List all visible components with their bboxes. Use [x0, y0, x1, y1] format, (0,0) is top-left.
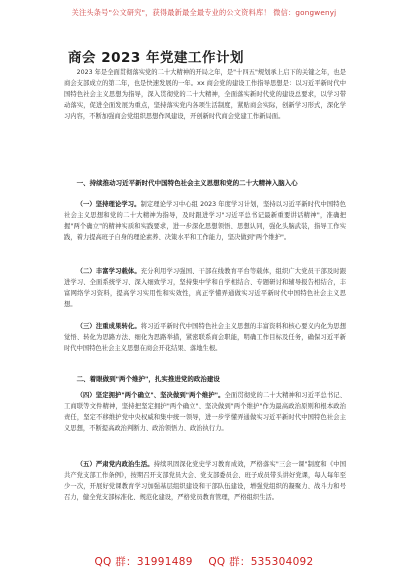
item-3-lead: （三）注重成果转化。 — [76, 323, 141, 330]
section-1-heading: 一、持续推动习近平新时代中国特色社会主义思想和党的二十大精神入脑入心 — [76, 179, 298, 187]
item-3-paragraph — [64, 322, 346, 355]
item-1-text: 制定理论学习中心组 2023 年度学习计划，坚持以习近平新时代中国特色社会主义思想和党的二十大精神为指导，及时跟进学习"习近平总书记最新重要讲话精神"，准确把握"两个确立"的精神实质和实践要求，进一步深化思想领悟、思想认同，强化头脑武装，指导工作实践，着力提高班子自身的理论素养、决策水平和工作能力，坚决做到"两个维护"。 — [64, 201, 347, 241]
item-4-paragraph — [64, 391, 346, 435]
promo-banner: 关注头条号"公文研究"，获得最新最全最专业的公文资料库！ 微信：gongwenyj — [71, 8, 337, 17]
page-title: 商会 2023 年党建工作计划 — [68, 50, 244, 66]
footer-qq-2: QQ 群：535304092 — [208, 556, 314, 568]
item-1-paragraph — [64, 200, 346, 244]
intro-paragraph: 2023 年是全面贯彻落实党的二十大精神的开局之年，是"十四五"规划承上启下的关键之年，也是商会支部成立的第二年，也是快速发展的一年。xx 商会党的建设工作指导思想是：以习近平新时代中国特色社会主义思想为指导，深入贯彻党的二十大精神，全面落实新时代党的建设总要求，以学习带动落实，促进全面发展为重点，坚持落实党内各项生活制度，紧贴商会实际，创新学习形式，深化学习内容，不断加强商会党组织思想作风建设，开创新时代商会党建工作新局面。 — [64, 69, 346, 120]
item-5-text: 持续巩固深化党史学习教育成效，严格落实"三会一课"制度和《中国共产党支部工作条例》，按期召开支部党员大会、党支部委员会、班子成员带头讲好党课，每人每年至少一次，开展好党课教育学习加强基层组织建设和干部队伍建设，增强党组织的凝聚力、战斗力和号召力，健全党支部标准化、规范化建设，严格党员教育管理，严格组织生活。 — [64, 461, 347, 501]
item-2-text: 充分利用学习强国、干部在线教育平台等载体，组织广大党员干部及时跟进学习、全面系统学习、深入细致学习，坚持集中学和自学相结合、专题研讨和辅导报告相结合，丰富网络学习资料，提高学习实用性和实效性，真正学懂弄通做实习近平新时代中国特色社会主义思想。 — [64, 268, 347, 308]
footer-contact — [0, 554, 408, 569]
item-1-lead: （一）坚持理论学习。 — [76, 201, 141, 208]
item-3-text: 将习近平新时代中国特色社会主义思想的丰富资料和核心要义内化为思想觉悟、转化为思路方法、细化为思路举措，紧密联系商会职能，明确工作目标及任务，确保习近平新时代中国特色社会主义思想在商会开花结果、落地生根。 — [64, 323, 347, 352]
item-4-text: 全面贯彻党的二十大精神和习近平总书记、工商联等文件精神，坚持把坚定拥护"两个确立"、坚决做到"两个维护"作为最高政治原则和根本政治责任，坚定不移维护党中央权威和集中统一领导，进一步学懂弄通做实习近平新时代中国特色社会主义思想，不断提高政治判断力、政治领悟力、政治执行力。 — [64, 392, 347, 432]
item-2-lead: （二）丰富学习载体。 — [76, 268, 141, 275]
footer-qq-1: QQ 群：31991489 — [94, 556, 193, 568]
item-5-lead: （五）严肃党内政治生活。 — [76, 461, 154, 468]
section-2-heading: 二、着眼做到"两个维护"，扎实推进党的政治建设 — [76, 375, 220, 383]
item-5-paragraph — [64, 460, 346, 504]
item-4-lead: （四）坚定拥护"两个确立"、坚决做到"两个维护"。 — [76, 392, 225, 399]
item-2-paragraph — [64, 267, 346, 311]
